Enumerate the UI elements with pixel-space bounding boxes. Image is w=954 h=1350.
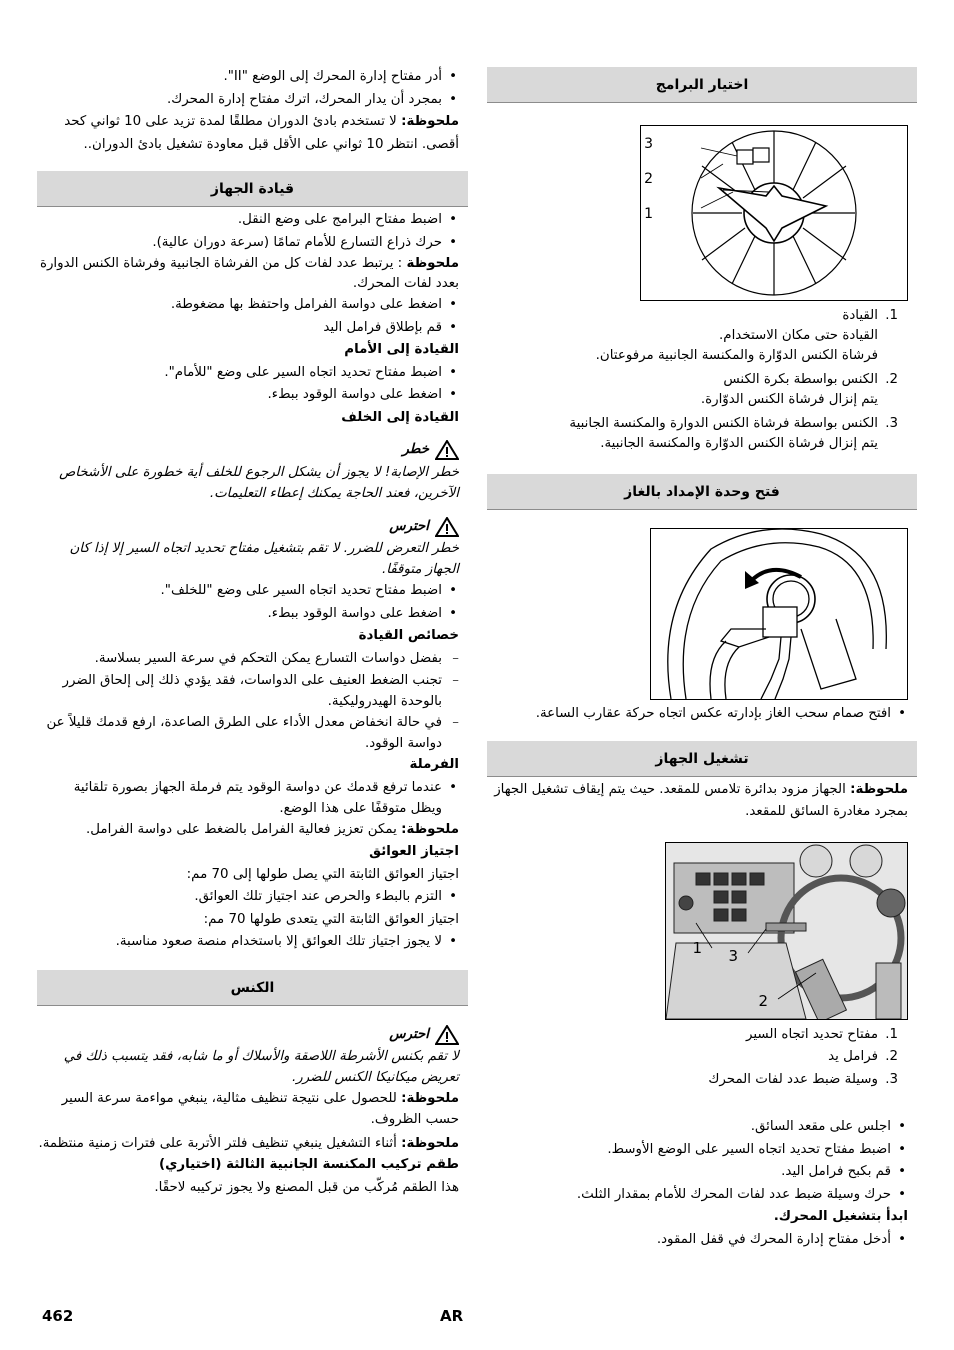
danger-box bbox=[37, 439, 468, 504]
list-number: 3. bbox=[885, 416, 898, 431]
warning-icon bbox=[435, 517, 459, 537]
list-item bbox=[487, 306, 908, 366]
caution-title: احترس bbox=[389, 518, 429, 534]
caution-box bbox=[37, 1024, 468, 1089]
list-text bbox=[487, 306, 878, 366]
list-text: مفتاح تحديد اتجاه السير bbox=[746, 1026, 878, 1042]
subheading-brake: الفرملة bbox=[409, 757, 459, 772]
note-label: ملحوظة: bbox=[401, 1091, 459, 1106]
cockpit-illustration bbox=[666, 843, 907, 1019]
callout-2: 2 bbox=[758, 991, 768, 1010]
list-item: • اضبط مفتاح البرامج على وضع النقل. bbox=[37, 209, 468, 232]
line: القيادة حتى مكان الاستخدام. bbox=[719, 328, 878, 343]
callout-2: 2 bbox=[644, 171, 653, 187]
subheading-forward: القيادة إلى الأمام bbox=[344, 342, 459, 357]
note-text: يمكن تعزيز فعالية الفرامل بالضغط على دواسة الفرامل. bbox=[86, 821, 402, 837]
list-item: • افتح صمام سحب الغاز بإدارته عكس اتجاه حركة عقارب الساعة. bbox=[487, 703, 917, 726]
list-text: فرامل يد bbox=[828, 1049, 878, 1064]
callout-3: 3 bbox=[644, 136, 653, 152]
section-heading-gas: فتح وحدة الإمداد بالغاز bbox=[487, 474, 917, 510]
list-item: • اضبط مفتاح تحديد اتجاه السير على وضع "للأمام". bbox=[37, 362, 468, 385]
program-selector-figure bbox=[640, 125, 908, 301]
gas-valve-figure bbox=[650, 528, 908, 700]
paragraph: اجتياز العوائق الثابتة التي يتعدى طولها 70 مم: bbox=[203, 911, 459, 927]
caution-title-row bbox=[37, 1024, 459, 1047]
section-heading-programs: اختيار البرامج bbox=[487, 67, 917, 103]
caution-text: خطر التعرض للضرر. لا تقم بتشغيل مفتاح تحديد اتجاه السير إلا إذا كان الجهاز متوقفًا. bbox=[69, 541, 459, 577]
list-item: • حرك ذراع التسارع للأمام تمامًا (سرعة دوران عالية). bbox=[37, 232, 468, 255]
list-item: • لا يجوز اجتياز تلك العوائق إلا باستخدام منصة صعود مناسبة. bbox=[37, 931, 468, 954]
paragraph: اجتياز العوائق الثابتة التي يصل طولها إلى 70 مم: bbox=[186, 866, 459, 882]
note bbox=[37, 819, 468, 842]
list-item: • اضبط مفتاح تحديد اتجاه السير على وضع "للخلف". bbox=[37, 580, 468, 603]
list-number: 2. bbox=[885, 1049, 898, 1064]
note-text: الجهاز مزود بدائرة تلامس للمقعد. حيث يتم إيقاف تشغيل الجهاز بمجرد مغادرة السائق للمقعد. bbox=[494, 781, 908, 819]
paragraph: هذا الطقم مُركّب من قبل المصنع ولا يجوز تركيبه لاحقًا. bbox=[154, 1179, 459, 1195]
list-item bbox=[487, 1069, 908, 1092]
subheading-obstacles: اجتياز العوائق bbox=[369, 844, 459, 859]
list-number: 1. bbox=[885, 1026, 898, 1042]
note-text: أثناء التشغيل ينبغي تنظيف فلتر الأتربة على فترات زمنية منتظمة. bbox=[38, 1136, 402, 1151]
subheading-properties: خصائص القيادة bbox=[358, 628, 459, 643]
list-item bbox=[487, 370, 908, 410]
caution-text: لا تقم بكنس الأشرطة اللاصقة والأسلاك أو ما شابه، فقد يتسبب ذلك في تعريض ميكانيكا الكنس للضرر. bbox=[63, 1049, 459, 1085]
line: يتم إنزال فرشاة الكنس الدوّارة والمكنسة الجانبية. bbox=[600, 436, 878, 451]
warning-icon bbox=[435, 1025, 459, 1045]
language-code: AR bbox=[440, 1307, 464, 1325]
subheading-kit: طقم تركيب المكنسة الجانبية الثالثة (اختياري) bbox=[159, 1157, 459, 1172]
caution-title: احترس bbox=[389, 1026, 429, 1042]
list-item: • قم بإطلاق فرامل اليد bbox=[37, 317, 468, 340]
note bbox=[37, 254, 468, 294]
list-item: • حرك وسيلة ضبط عدد لفات المحرك للأمام بمقدار الثلث. bbox=[487, 1184, 917, 1207]
note bbox=[37, 1088, 468, 1130]
list-number: 2. bbox=[885, 372, 898, 387]
list-number: 1. bbox=[885, 308, 898, 323]
line: الكنس بواسطة فرشاة الكنس الدوارة والمكنسة الجانبية bbox=[569, 416, 878, 431]
operator-cockpit-figure bbox=[665, 842, 908, 1020]
program-list bbox=[487, 306, 917, 454]
operate-list bbox=[487, 1024, 917, 1092]
list-item: – تجنب الضغط العنيف على الدواسات، فقد يؤدي ذلك إلى إلحاق الضرر بالوحدة الهيدروليكية. bbox=[37, 670, 468, 712]
callout-1: 1 bbox=[644, 206, 653, 222]
note-label: ملحوظة bbox=[406, 256, 459, 271]
list-text bbox=[487, 370, 878, 410]
danger-text: خطر الإصابة! لا يجوز أن يشكل الرجوع للخلف أية خطورة على الأشخاص الآخرين، فعند الحاجة يمكنك إعطاء التعليمات. bbox=[59, 464, 459, 501]
list-item bbox=[487, 1024, 908, 1047]
caution-box bbox=[37, 516, 468, 581]
danger-title-row bbox=[37, 439, 459, 462]
note-text: للحصول على نتيجة تنظيف مثالية، ينبغي مواءمة سرعة السير حسب الظروف. bbox=[61, 1091, 459, 1127]
subheading-start-engine: ابدأ بتشغيل المحرك. bbox=[773, 1209, 908, 1224]
list-item bbox=[487, 1046, 908, 1069]
list-item: • اجلس على مقعد السائق. bbox=[487, 1116, 917, 1139]
list-item: • اضغط على دواسة الفرامل واحتفظ بها مضغوطة. bbox=[37, 294, 468, 317]
list-number: 3. bbox=[885, 1071, 898, 1087]
callout-3: 3 bbox=[728, 946, 738, 965]
section-heading-operate: تشغيل الجهاز bbox=[487, 741, 917, 777]
section-heading-sweep: الكنس bbox=[37, 970, 468, 1006]
list-item: • التزم بالبطء والحرص عند اجتياز تلك العوائق. bbox=[37, 886, 468, 909]
caution-title-row bbox=[37, 516, 459, 539]
note-label: ملحوظة: bbox=[850, 781, 908, 797]
note-label: ملحوظة: bbox=[401, 114, 459, 129]
program-dial-illustration bbox=[641, 126, 907, 300]
list-item: • عندما ترفع قدمك عن دواسة الوقود يتم فرملة الجهاز بصورة تلقائية ويظل متوقفًا على هذا الوضع. bbox=[37, 777, 468, 819]
warning-icon bbox=[435, 440, 459, 460]
note-label: ملحوظة: bbox=[401, 1136, 459, 1151]
line: القيادة bbox=[842, 308, 878, 323]
page-number: 462 bbox=[42, 1307, 74, 1325]
line: يتم إنزال فرشاة الكنس الدوّارة. bbox=[700, 392, 878, 407]
list-item: • أدر مفتاح إدارة المحرك إلى الوضع "II". bbox=[37, 66, 468, 89]
note-text: : يرتبط عدد لفات كل من الفرشاة الجانبية وفرشاة الكنس الدوارة بعدد لفات المحرك. bbox=[39, 256, 459, 291]
line: الكنس بواسطة بكرة الكنس bbox=[723, 372, 878, 387]
note-text: لا تستخدم بادئ الدوران مطلقًا لمدة تزيد على 10 ثواني كحد أقصى. انتظر 10 ثواني على الأقل قبل معاودة تشغيل بادئ الدوران.. bbox=[64, 114, 459, 152]
list-item: • أدخل مفتاح إدارة المحرك في قفل المقود. bbox=[487, 1229, 917, 1252]
list-text bbox=[487, 414, 878, 454]
list-item: • اضغط على دواسة الوقود ببطء. bbox=[37, 603, 468, 626]
left-column bbox=[37, 66, 468, 1199]
list-item: • اضغط على دواسة الوقود ببطء. bbox=[37, 384, 468, 407]
list-item: • قم بكبح فرامل اليد. bbox=[487, 1161, 917, 1184]
danger-title: خطر bbox=[402, 442, 429, 457]
callout-1: 1 bbox=[692, 938, 702, 957]
list-item: – بفضل دواسات التسارع يمكن التحكم في سرعة السير بسلاسة. bbox=[37, 648, 468, 671]
section-heading-drive: قيادة الجهاز bbox=[37, 171, 468, 207]
list-item bbox=[487, 414, 908, 454]
note-label: ملحوظة: bbox=[401, 821, 459, 837]
right-column bbox=[487, 67, 917, 1251]
subheading-backward: القيادة إلى الخلف bbox=[341, 409, 459, 425]
operate-steps bbox=[487, 1116, 917, 1251]
note bbox=[37, 111, 468, 156]
line: فرشاة الكنس الدوّارة والمكنسة الجانبية مرفوعتان. bbox=[595, 348, 878, 363]
note bbox=[487, 779, 917, 824]
list-item: – في حالة انخفاض معدل الأداء على الطرق الصاعدة، ارفع قدمك قليلاً عن دواسة الوقود. bbox=[37, 712, 468, 754]
note bbox=[37, 1133, 468, 1154]
list-item: • بمجرد أن يدار المحرك، اترك مفتاح إدارة المحرك. bbox=[37, 89, 468, 112]
list-item: • اضبط مفتاح تحديد اتجاه السير على الوضع الأوسط. bbox=[487, 1139, 917, 1162]
list-text: وسيلة ضبط عدد لفات المحرك bbox=[708, 1071, 878, 1087]
gas-valve-illustration bbox=[651, 529, 907, 699]
